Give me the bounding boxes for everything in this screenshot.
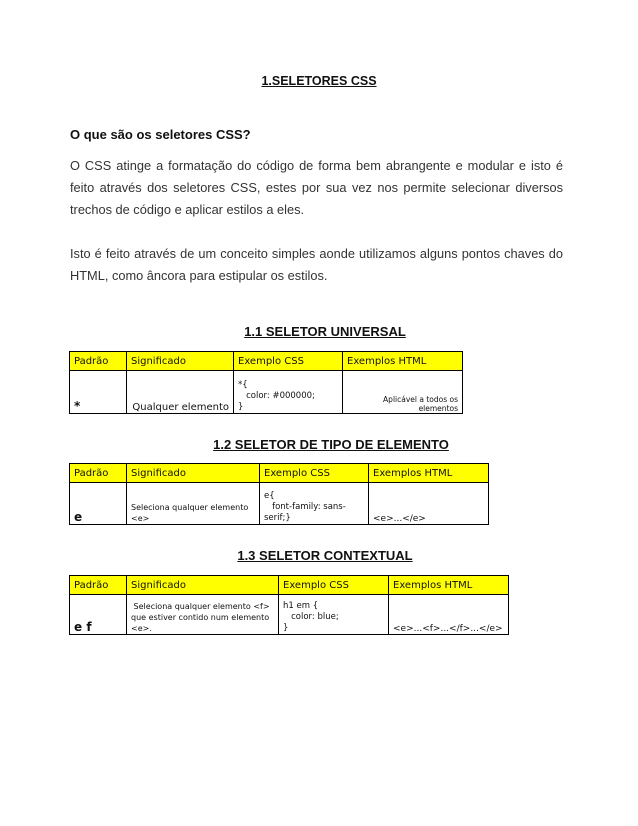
header-meaning: Significado [127, 352, 234, 371]
cell-meaning: Seleciona qualquer elemento <e> [127, 483, 260, 525]
header-pattern: Padrão [70, 576, 127, 595]
cell-pattern: e f [70, 595, 127, 635]
header-pattern: Padrão [70, 464, 127, 483]
cell-css-example: h1 em { color: blue; } [279, 595, 389, 635]
header-css-example: Exemplo CSS [260, 464, 369, 483]
paragraph-intro: O CSS atinge a formatação do código de forma bem abrangente e modular e isto é feito através dos seletores CSS, estes por sua vez nos permite selecionar diversos trechos de código e aplicar estilos a eles. [70, 158, 563, 217]
section-subtitle: O que são os seletores CSS? [70, 127, 251, 142]
paragraph-anchor: Isto é feito através de um conceito simples aonde utilizamos alguns pontos chaves do HTML, como âncora para estipular os estilos. [70, 246, 563, 283]
section-title-universal: 1.1 SELETOR UNIVERSAL [244, 324, 406, 339]
cell-pattern: * [70, 371, 127, 414]
cell-pattern: e [70, 483, 127, 525]
table-row [70, 483, 489, 525]
table-header-row [70, 464, 489, 483]
cell-html-example: Aplicável a todos os elementos [343, 371, 463, 414]
header-html-example: Exemplos HTML [343, 352, 463, 371]
section-title-element-type: 1.2 SELETOR DE TIPO DE ELEMENTO [213, 437, 449, 452]
header-meaning: Significado [127, 576, 279, 595]
cell-css-example: *{ color: #000000; } [234, 371, 343, 414]
cell-css-example: e{ font-family: sans- serif;} [260, 483, 369, 525]
header-pattern: Padrão [70, 352, 127, 371]
table-row [70, 595, 509, 635]
table-element-type-selector [69, 463, 489, 525]
table-universal-selector [69, 351, 463, 414]
header-meaning: Significado [127, 464, 260, 483]
header-html-example: Exemplos HTML [389, 576, 509, 595]
table-header-row [70, 576, 509, 595]
section-title-contextual: 1.3 SELETOR CONTEXTUAL [237, 548, 413, 563]
table-row [70, 371, 463, 414]
cell-html-example: <e>...</e> [369, 483, 489, 525]
cell-html-example: <e>...<f>...</f>...</e> [389, 595, 509, 635]
header-css-example: Exemplo CSS [234, 352, 343, 371]
header-css-example: Exemplo CSS [279, 576, 389, 595]
document-title: 1.SELETORES CSS [261, 74, 377, 88]
cell-meaning: Seleciona qualquer elemento <f> que estiver contido num elemento <e>. [127, 595, 279, 635]
table-header-row [70, 352, 463, 371]
cell-meaning: Qualquer elemento [127, 371, 234, 414]
table-contextual-selector [69, 575, 509, 635]
header-html-example: Exemplos HTML [369, 464, 489, 483]
